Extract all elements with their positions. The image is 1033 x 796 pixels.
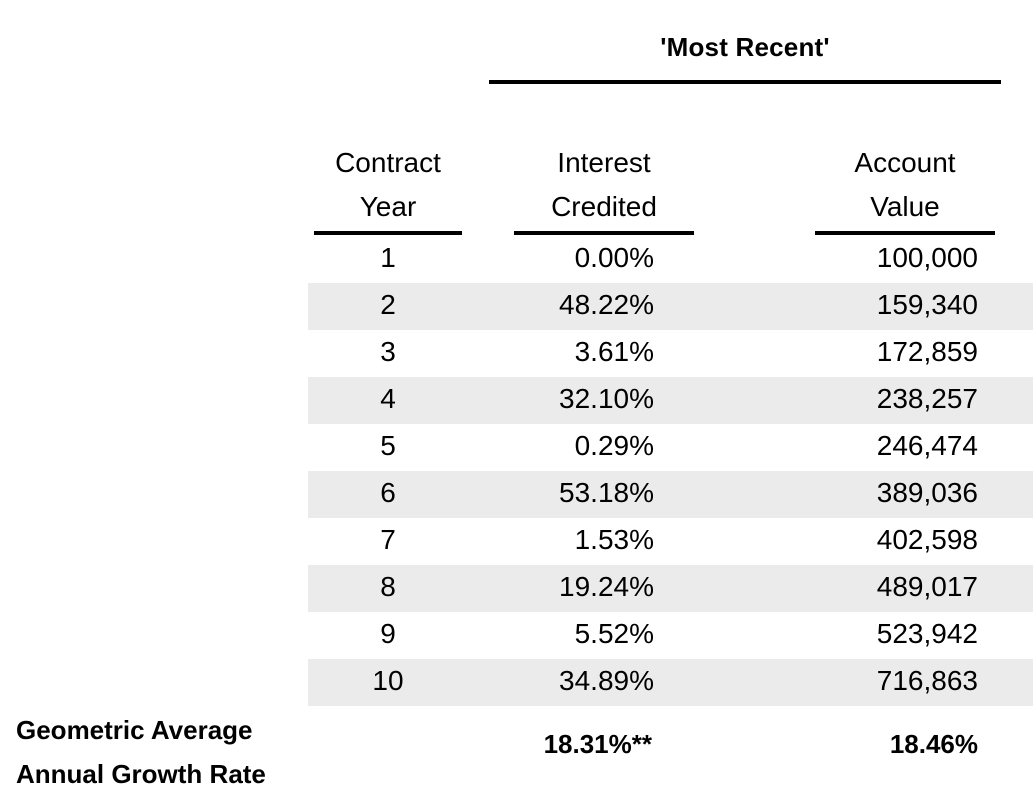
column-header-line: Account <box>854 147 956 178</box>
interest-credited-cell: 48.22% <box>559 289 654 320</box>
group-header-rule <box>489 80 1001 84</box>
account-value-cell: 100,000 <box>876 242 978 273</box>
contract-year-cell: 7 <box>380 524 396 555</box>
contract-year-cell: 2 <box>380 289 396 320</box>
contract-year-cell: 9 <box>380 618 396 649</box>
table-row <box>308 612 1033 659</box>
data-table-body <box>308 236 1033 706</box>
account-value-cell: 389,036 <box>876 477 978 508</box>
table-row <box>308 659 1033 706</box>
interest-credited-cell: 0.29% <box>574 430 654 461</box>
summary-label <box>16 708 266 796</box>
contract-year-cell: 3 <box>380 336 396 367</box>
column-header-interest-credited <box>514 141 694 229</box>
column-header-line: Year <box>359 191 417 222</box>
interest-credited-cell: 19.24% <box>559 571 654 602</box>
table-row <box>308 236 1033 283</box>
column-header-line: Credited <box>551 191 657 222</box>
account-value-cell: 238,257 <box>876 383 978 414</box>
account-value-cell: 523,942 <box>876 618 978 649</box>
table-row <box>308 424 1033 471</box>
interest-credited-cell: 53.18% <box>559 477 654 508</box>
account-value-cell: 489,017 <box>876 571 978 602</box>
interest-credited-cell: 1.53% <box>574 524 654 555</box>
group-header-title: 'Most Recent' <box>660 32 830 62</box>
table-row <box>308 377 1033 424</box>
account-value-cell: 716,863 <box>876 665 978 696</box>
table-row <box>308 565 1033 612</box>
account-value-cell: 402,598 <box>876 524 978 555</box>
table-row <box>308 518 1033 565</box>
summary-account-value: 18.46% <box>889 729 978 759</box>
interest-credited-cell: 3.61% <box>574 336 654 367</box>
table-row <box>308 330 1033 377</box>
column-header-rule <box>314 231 462 235</box>
contract-year-cell: 6 <box>380 477 396 508</box>
table-row <box>308 283 1033 330</box>
contract-year-cell: 8 <box>380 571 396 602</box>
account-value-cell: 246,474 <box>876 430 978 461</box>
summary-interest-credited: 18.31%** <box>543 729 652 759</box>
contract-year-cell: 4 <box>380 383 396 414</box>
summary-label-line: Annual Growth Rate <box>16 759 266 789</box>
contract-year-cell: 10 <box>372 665 404 696</box>
column-header-contract-year <box>314 141 462 229</box>
column-header-line: Contract <box>335 147 441 178</box>
interest-credited-cell: 0.00% <box>574 242 654 273</box>
contract-year-cell: 1 <box>380 242 396 273</box>
interest-credited-cell: 34.89% <box>559 665 654 696</box>
account-value-cell: 159,340 <box>876 289 978 320</box>
contract-year-cell: 5 <box>380 430 396 461</box>
interest-credited-cell: 5.52% <box>574 618 654 649</box>
account-value-cell: 172,859 <box>876 336 978 367</box>
column-header-rule <box>815 231 995 235</box>
interest-credited-cell: 32.10% <box>559 383 654 414</box>
column-header-line: Value <box>870 191 940 222</box>
column-header-line: Interest <box>557 147 651 178</box>
summary-label-line: Geometric Average <box>16 715 253 745</box>
table-row <box>308 471 1033 518</box>
column-header-account-value <box>815 141 995 229</box>
column-header-rule <box>514 231 694 235</box>
